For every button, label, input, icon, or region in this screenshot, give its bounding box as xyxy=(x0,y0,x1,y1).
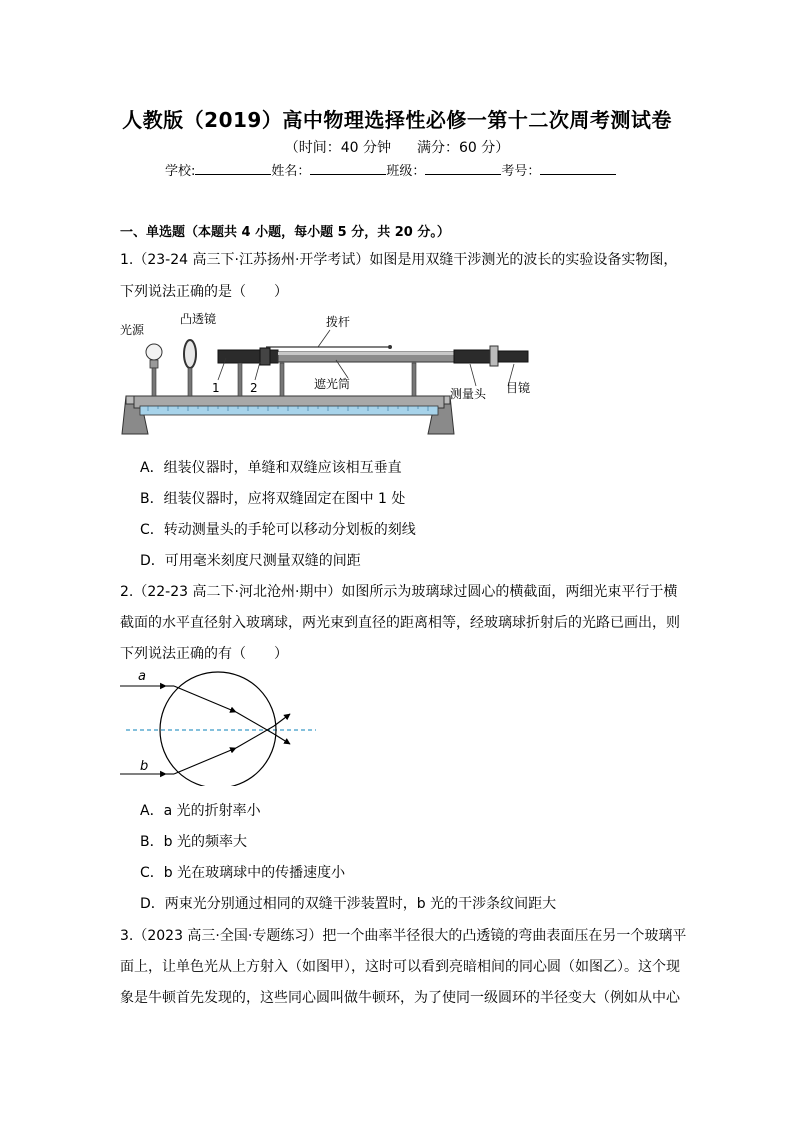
q2-stem-line1: 2.（22-23 高二下·河北沧州·期中）如图所示为玻璃球过圆心的横截面，两细光束平行于横 xyxy=(120,584,678,600)
label-position-2: 2 xyxy=(250,381,258,395)
exam-no-label: 考号： xyxy=(501,164,541,179)
q2-figure-glass-sphere xyxy=(118,668,323,786)
q3-stem-line3: 象是牛顿首先发现的，这些同心圆叫做牛顿环，为了使同一级圆环的半径变大（例如从中心 xyxy=(120,990,680,1006)
q1-figure-apparatus xyxy=(118,308,538,442)
name-label: 姓名： xyxy=(271,164,311,179)
label-light-shield-tube: 遮光筒 xyxy=(314,377,351,391)
q1-stem-line2: 下列说法正确的是（ ） xyxy=(120,284,288,300)
name-blank[interactable] xyxy=(310,162,386,175)
label-convex-lens: 凸透镜 xyxy=(180,312,217,326)
student-info-row xyxy=(165,160,616,179)
school-blank[interactable] xyxy=(195,162,271,175)
label-position-1: 1 xyxy=(212,381,220,395)
label-ray-a: a xyxy=(138,669,146,684)
q2-stem-line3: 下列说法正确的有（ ） xyxy=(120,646,288,662)
label-eyepiece: 目镜 xyxy=(506,381,531,395)
label-ray-b: b xyxy=(140,759,149,774)
full-score: 满分：60 分） xyxy=(417,140,510,156)
q3-stem-line2: 面上，让单色光从上方射入（如图甲），这时可以看到亮暗相间的同心圆（如图乙）。这个现 xyxy=(120,959,680,975)
time-limit: （时间：40 分钟 xyxy=(284,140,391,156)
q2-stem-line2: 截面的水平直径射入玻璃球，两光束到直径的距离相等，经玻璃球折射后的光路已画出，则 xyxy=(120,615,680,631)
q1-option-d[interactable]: D．可用毫米刻度尺测量双缝的间距 xyxy=(140,553,361,569)
q2-option-b[interactable]: B．b 光的频率大 xyxy=(140,834,247,850)
class-blank[interactable] xyxy=(425,162,501,175)
school-label: 学校: xyxy=(165,164,196,179)
q3-stem-line1: 3.（2023 高三·全国·专题练习）把一个曲率半径很大的凸透镜的弯曲表面压在另一个玻璃平 xyxy=(120,928,687,944)
q2-option-a[interactable]: A．a 光的折射率小 xyxy=(140,803,261,819)
q2-option-c[interactable]: C．b 光在玻璃球中的传播速度小 xyxy=(140,865,346,881)
q1-stem-line1: 1.（23-24 高三下·江苏扬州·开学考试）如图是用双缝干涉测光的波长的实验设备实物图， xyxy=(120,252,678,268)
class-label: 班级： xyxy=(386,164,426,179)
label-light-source: 光源 xyxy=(120,323,145,337)
page-title: 人教版（2019）高中物理选择性必修一第十二次周考测试卷 xyxy=(122,108,672,132)
label-measuring-head: 测量头 xyxy=(450,387,487,401)
label-lever: 拨杆 xyxy=(326,315,351,329)
convex-lens-icon xyxy=(184,340,196,396)
section-heading: 一、单选题（本题共 4 小题，每小题 5 分，共 20 分。） xyxy=(120,225,450,240)
exam-meta xyxy=(0,137,794,157)
q1-option-b[interactable]: B．组装仪器时，应将双缝固定在图中 1 处 xyxy=(140,491,406,507)
q1-option-a[interactable]: A．组装仪器时，单缝和双缝应该相互垂直 xyxy=(140,460,402,476)
light-bulb-icon xyxy=(146,344,162,396)
exam-no-blank[interactable] xyxy=(540,162,616,175)
q2-option-d[interactable]: D．两束光分别通过相同的双缝干涉装置时，b 光的干涉条纹间距大 xyxy=(140,896,557,912)
q1-option-c[interactable]: C．转动测量头的手轮可以移动分划板的刻线 xyxy=(140,522,416,538)
